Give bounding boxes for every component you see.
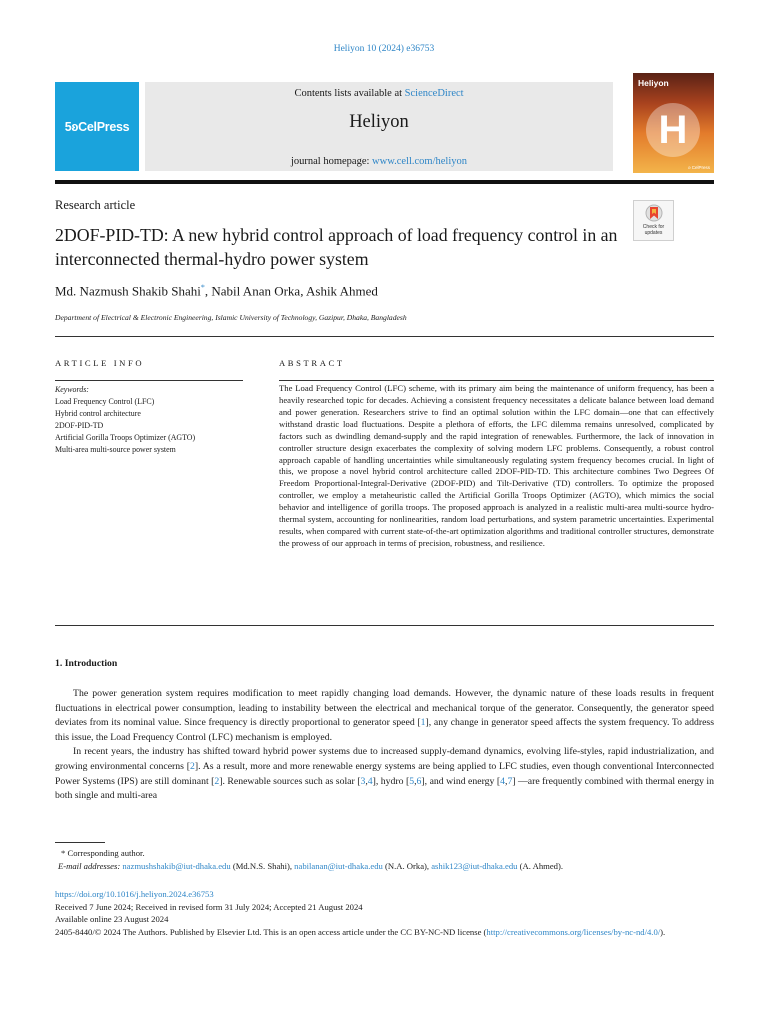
introduction-heading: 1. Introduction	[55, 658, 118, 669]
citation-link[interactable]: 3	[360, 775, 366, 787]
license-link[interactable]: http://creativecommons.org/licenses/by-nc-nd/4.0/	[486, 926, 661, 937]
citation-link[interactable]: 5	[409, 775, 415, 787]
article-info-divider	[55, 380, 243, 381]
citation-link[interactable]: 1	[420, 717, 426, 729]
contents-prefix: Contents lists available at	[294, 88, 405, 99]
cellpress-logo-text: 5ʚCelPress	[64, 119, 130, 134]
doi-link[interactable]: https://doi.org/10.1016/j.heliyon.2024.e36753	[55, 889, 214, 899]
sciencedirect-link[interactable]: ScienceDirect	[404, 88, 464, 99]
homepage-line	[145, 156, 613, 167]
corresponding-author-note: * Corresponding author.	[61, 848, 145, 858]
footnotes	[55, 847, 735, 872]
header-divider	[55, 180, 714, 184]
abstract-text: The Load Frequency Control (LFC) scheme, with its primary aim being the maintenance of uniform frequency, has been a heavily researched topic for decades. Achieving a consistent frequency necessitates a delicate balance between load demand and power generation. Researchers strive to find an optimal solution within the LFC domain—one that can effectively withstand drastic load fluctuations. Despite a plethora of efforts, the LFC dilemma remains unresolved, complicated by factors such as dwindling demand-supply and the rapid integration of renewables. Furthermore, the lack of innovation in controller structure design exacerbates the complexity of solving modern LFC problems. Consequently, a robust control approach capable of handling uncertainties while simultaneously regulating system frequency becomes crucial. In light of this, we propose a novel hybrid control architecture called 2DOF-PID-TD. This architecture combines Two Degrees Of Freedom Proportional-Integral-Derivative (2DOF-PID) and Tilt-Derivative (TD) controllers. To optimize the proposed controller, we employ a metaheuristic called the Artificial Gorilla Troops Optimizer (AGTO), which mimics the social behavior and intelligence of gorilla troops. The proposed approach is analyzed in a realistic multi-area multi-source hydro-thermal system, accounting for nonlinearities, random load perturbations, and system parametric uncertainties. Experimental results, when compared with current state-of-the-art optimization algorithms and traditional controller structures, demonstrate the prowess of our approach in terms of precision, robustness, and resilience.	[279, 383, 714, 548]
email-link[interactable]: ashik123@iut-dhaka.edu	[431, 860, 518, 871]
citation-link[interactable]: 4	[500, 775, 505, 787]
journal-reference[interactable]: Heliyon 10 (2024) e36753	[333, 44, 435, 54]
keyword-item: Hybrid control architecture	[55, 408, 141, 418]
article-type: Research article	[55, 198, 136, 212]
citation-link[interactable]: 6	[416, 775, 422, 787]
abstract-heading: ABSTRACT	[279, 358, 345, 368]
footnote-divider	[55, 842, 105, 843]
author-separator: ,	[204, 283, 212, 299]
keywords-block	[55, 384, 255, 455]
abstract-divider	[279, 380, 714, 381]
cellpress-logo[interactable]	[55, 82, 139, 171]
journal-name: Heliyon	[349, 112, 409, 132]
section-divider	[55, 625, 714, 626]
author-3[interactable]: Ashik Ahmed	[306, 283, 378, 299]
homepage-link[interactable]: www.cell.com/heliyon	[372, 156, 468, 167]
received-dates: Received 7 June 2024; Received in revised form 31 July 2024; Accepted 21 August 2024	[55, 901, 363, 912]
license-statement: 2405-8440/© 2024 The Authors. Published by Elsevier Ltd. This is an open access article under the CC BY-NC-ND license (http://creativecommons.org/licenses/by-nc-nd/4.0/).	[55, 926, 666, 937]
email-label: E-mail addresses:	[58, 860, 123, 871]
available-online: Available online 23 August 2024	[55, 914, 169, 925]
paragraph: In recent years, the industry has shifted toward hybrid power systems due to increased supply-demand dynamics, evolving life-styles, rapid industrialization, and growing environmental concerns [2]. As a result, more and more renewable energy systems are being applied to LFC studies, even though conventional Interconnected Power Systems (IPS) are still dominant [2]. Renewable sources such as solar [3,4], hydro [5,6], and wind energy [4,7] —are frequently combined with thermal energy in both single and multi-area	[55, 746, 714, 802]
email-link[interactable]: nazmushshakib@iut-dhaka.edu	[122, 860, 231, 871]
author-separator: ,	[300, 283, 306, 299]
journal-cover[interactable]	[633, 73, 714, 173]
contents-line	[145, 88, 613, 99]
check-for-updates-button[interactable]	[633, 200, 674, 241]
keyword-item: Multi-area multi-source power system	[55, 444, 176, 454]
homepage-prefix: journal homepage:	[290, 156, 373, 167]
author-2[interactable]: Nabil Anan Orka	[211, 283, 301, 299]
author-1[interactable]: Md. Nazmush Shakib Shahi	[55, 283, 201, 299]
citation-link[interactable]: 2	[214, 775, 220, 787]
section-divider	[55, 336, 714, 337]
citation-link[interactable]: 4	[367, 775, 373, 787]
article-title: 2DOF-PID-TD: A new hybrid control approach of load frequency control in an interconnected thermal-hydro power system	[55, 225, 618, 269]
email-addresses: E-mail addresses: nazmushshakib@iut-dhaka.edu (Md.N.S. Shahi), nabilanan@iut-dhaka.edu (N.A. Orka), ashik123@iut-dhaka.edu (A. Ahmed).	[58, 860, 564, 871]
check-for-updates-label: Check for updates	[642, 224, 665, 236]
citation-link[interactable]: 7	[507, 775, 513, 787]
article-info-heading: ARTICLE INFO	[55, 358, 145, 368]
cover-title: Heliyon	[638, 78, 669, 88]
keyword-item: Artificial Gorilla Troops Optimizer (AGTO)	[55, 432, 196, 442]
affiliation: Department of Electrical & Electronic Engineering, Islamic University of Technology, Gazipur, Dhaka, Bangladesh	[55, 313, 407, 322]
journal-header	[145, 82, 613, 171]
email-link[interactable]: nabilanan@iut-dhaka.edu	[294, 860, 383, 871]
citation-link[interactable]: 2	[189, 760, 195, 772]
publication-info	[55, 888, 714, 938]
corresponding-mark[interactable]: *	[200, 283, 205, 292]
introduction-body	[55, 687, 714, 804]
cover-publisher: ʚ CelPress	[688, 165, 710, 170]
keywords-label: Keywords:	[55, 385, 89, 394]
cover-emblem	[646, 103, 700, 157]
keyword-item: 2DOF-PID-TD	[55, 420, 104, 430]
paragraph: The power generation system requires modification to meet rapidly changing load demands. However, the dynamic nature of these loads results in frequent fluctuations in electrical power consumption, leading to instability between the electrical and mechanical torque of the generator. Consequently, the generator speed deviates from its nominal value. Since frequency is directly proportional to generator speed [1], any change in generator speed affects the system frequency. To address this issue, the Load Frequency Control (LFC) mechanism is employed.	[55, 688, 714, 743]
keyword-item: Load Frequency Control (LFC)	[55, 396, 155, 406]
bookmark-icon	[645, 204, 663, 224]
author-list	[55, 283, 378, 299]
cover-letter: H	[658, 108, 688, 152]
